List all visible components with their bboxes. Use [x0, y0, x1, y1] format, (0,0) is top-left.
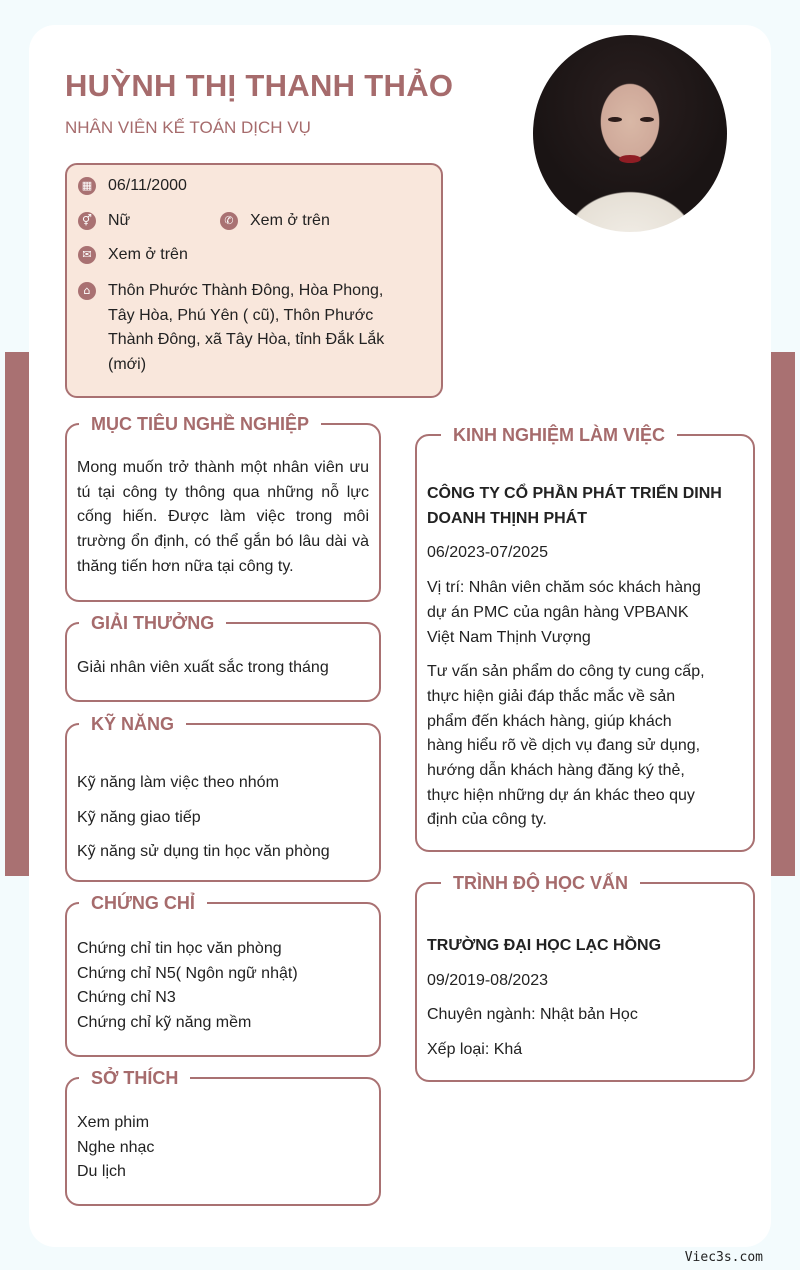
description-line: thực hiện những dự án khác theo quy — [427, 786, 695, 804]
objective-text: Mong muốn trở thành một nhân viên ưu tú tại công ty thông qua những nỗ lực cống hiến. Được làm việc trong môi trường ổn định, có thể gắn bó lâu dài và thăng tiến hơn nữa tại công ty. — [77, 459, 369, 575]
certificate-item: Chứng chỉ kỹ năng mềm — [77, 1014, 252, 1032]
experience-position — [427, 576, 743, 650]
description-line: phẩm đến khách hàng, giúp khách — [427, 712, 672, 730]
position-line: Việt Nam Thịnh Vượng — [427, 628, 591, 646]
certificate-item: Chứng chỉ N5( Ngôn ngữ nhật) — [77, 964, 298, 982]
skills-list — [77, 771, 369, 865]
home-icon: ⌂ — [78, 282, 96, 300]
skill-item: Kỹ năng giao tiếp — [77, 808, 201, 826]
description-line: hàng hiểu rõ về dịch vụ đang sử dụng, — [427, 737, 701, 755]
contact-phone — [220, 209, 330, 234]
address-line: (mới) — [108, 355, 147, 373]
certificates-title: CHỨNG CHỈ — [79, 891, 207, 915]
hobby-item: Xem phim — [77, 1114, 150, 1131]
address-line: Thôn Phước Thành Đông, Hòa Phong, — [108, 282, 384, 299]
company-line: DOANH THỊNH PHÁT — [427, 509, 587, 527]
email-value: Xem ở trên — [108, 246, 188, 263]
awards-title: GIẢI THƯỞNG — [79, 611, 226, 635]
skills-section — [65, 714, 381, 882]
gender-value: Nữ — [108, 212, 131, 229]
photo-eye-left — [608, 117, 622, 122]
objective-section — [65, 414, 381, 602]
contact-birthday — [78, 174, 187, 199]
awards-section — [65, 613, 381, 702]
description-line: Tư vấn sản phẩm do công ty cung cấp, — [427, 663, 705, 681]
gender-icon: ⚥ — [78, 212, 96, 230]
experience-period: 06/2023-07/2025 — [427, 544, 548, 562]
school-name: TRƯỜNG ĐẠI HỌC LẠC HỒNG — [427, 937, 662, 954]
hobbies-list — [77, 1111, 369, 1185]
awards-text: Giải nhân viên xuất sắc trong tháng — [77, 659, 329, 676]
photo-lips — [619, 155, 641, 163]
education-period: 09/2019-08/2023 — [427, 971, 548, 989]
candidate-job-title: NHÂN VIÊN KẾ TOÁN DỊCH VỤ — [65, 118, 311, 137]
watermark: Viec3s.com — [684, 1250, 763, 1265]
education-grade: Xếp loại: Khá — [427, 1041, 523, 1059]
skill-item: Kỹ năng làm việc theo nhóm — [77, 774, 279, 791]
experience-body — [427, 482, 743, 833]
candidate-name: HUỲNH THỊ THANH THẢO — [65, 68, 454, 103]
certificates-section — [65, 893, 381, 1057]
hobbies-section — [65, 1068, 381, 1206]
description-line: định của công ty. — [427, 811, 547, 829]
address-line: Tây Hòa, Phú Yên ( cũ), Thôn Phước — [108, 306, 374, 324]
calendar-icon: ▦ — [78, 177, 96, 195]
education-major: Chuyên ngành: Nhật bản Học — [427, 1006, 638, 1024]
photo-eye-right — [640, 117, 654, 122]
experience-description — [427, 660, 743, 833]
objective-title: MỤC TIÊU NGHỀ NGHIỆP — [79, 412, 321, 436]
contact-email — [78, 243, 188, 268]
company-name — [427, 482, 743, 531]
education-title: TRÌNH ĐỘ HỌC VẤN — [441, 871, 640, 895]
company-line: CÔNG TY CỔ PHẦN PHÁT TRIỂN DINH — [427, 485, 722, 502]
phone-value: Xem ở trên — [250, 212, 330, 229]
experience-section — [415, 425, 755, 852]
contact-gender — [78, 209, 130, 234]
hobby-item: Du lịch — [77, 1163, 126, 1181]
birthday-value: 06/11/2000 — [108, 177, 187, 194]
right-accent-band — [771, 352, 795, 876]
education-section — [415, 873, 755, 1082]
address-line: Thành Đông, xã Tây Hòa, tỉnh Đắk Lắk — [108, 331, 385, 348]
skills-title: KỸ NĂNG — [79, 712, 186, 736]
certificate-item: Chứng chỉ N3 — [77, 989, 176, 1007]
description-line: hướng dẫn khách hàng đăng ký thẻ, — [427, 762, 685, 780]
left-accent-band — [5, 352, 29, 876]
envelope-icon: ✉ — [78, 246, 96, 264]
contact-address — [78, 279, 384, 377]
position-line: dự án PMC của ngân hàng VPBANK — [427, 603, 689, 621]
certificate-item: Chứng chỉ tin học văn phòng — [77, 940, 282, 957]
certificates-list — [77, 937, 369, 1036]
experience-title: KINH NGHIỆM LÀM VIỆC — [441, 423, 677, 447]
phone-icon: ✆ — [220, 212, 238, 230]
skill-item: Kỹ năng sử dụng tin học văn phòng — [77, 843, 330, 861]
description-line: thực hiện giải đáp thắc mắc về sản — [427, 687, 676, 705]
profile-photo — [533, 35, 727, 232]
position-line: Vị trí: Nhân viên chăm sóc khách hàng — [427, 579, 701, 597]
hobby-item: Nghe nhạc — [77, 1138, 155, 1156]
hobbies-title: SỞ THÍCH — [79, 1066, 190, 1090]
education-body — [427, 934, 743, 1063]
address-value — [108, 279, 384, 377]
